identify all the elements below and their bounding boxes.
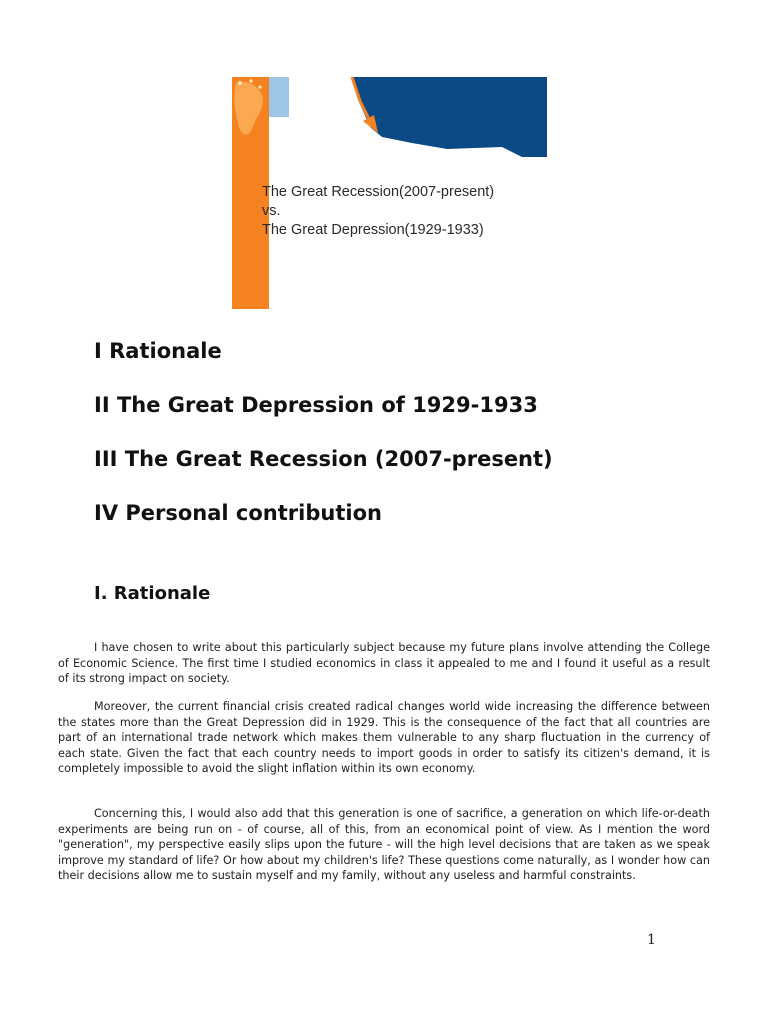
paragraph-1: I have chosen to write about this particularly subject because my future plans involve attending the College of Economic Science. The first time I studied economics in class it appealed to me and I found it useful as a result of its strong impact on society. (58, 641, 710, 686)
light-blue-strip (269, 77, 289, 117)
cover-line-3-rest: Great Depression(1929-1933) (287, 222, 484, 238)
cover-line-3 (262, 221, 494, 240)
cover-line-1-prefix: The (262, 184, 287, 200)
cover-line-1-rest: Great Recession(2007-present) (287, 184, 495, 200)
cover-line-1 (262, 183, 494, 202)
cover-line-3-prefix: The (262, 222, 287, 238)
table-of-contents (94, 336, 553, 552)
cover-line-2: vs. (262, 203, 281, 219)
toc-item-rationale: I Rationale (94, 339, 222, 363)
toc-item-personal-contribution: IV Personal contribution (94, 501, 382, 525)
paragraph-3: Concerning this, I would also add that this generation is one of sacrifice, a generation on which life-or-death experiments are being run on - of course, all of this, from an economical point of view. As I mention the word "generation", my perspective easily slips upon the future - will the high level decisions that are taken as we speak improve my standard of life? Or how about my children's life? These questions come naturally, as I wonder how can their decisions allow me to sustain myself and my family, without any useless and harmful constraints. (58, 807, 710, 883)
section-heading: I. Rationale (94, 583, 211, 604)
page-number: 1 (647, 932, 656, 948)
blue-block (352, 77, 547, 157)
toc-item-great-depression: II The Great Depression of 1929-1933 (94, 393, 538, 417)
cover-image (232, 77, 547, 309)
light-dot (238, 81, 242, 85)
toc-item-great-recession: III The Great Recession (2007-present) (94, 447, 553, 471)
light-dot (249, 79, 252, 82)
paragraph-2: Moreover, the current financial crisis created radical changes world wide increasing the difference between the states more than the Great Depression did in 1929. This is the consequence of the fact that all countries are part of an international trade network which makes them vulnerable to any sharp fluctuation in the currency of each state. Given the fact that each country needs to import goods in order to satisfy its citizen's demand, it is completely impossible to avoid the slight inflation within its own economy. (58, 700, 710, 776)
cover-title (262, 183, 494, 240)
light-dot (258, 85, 261, 88)
